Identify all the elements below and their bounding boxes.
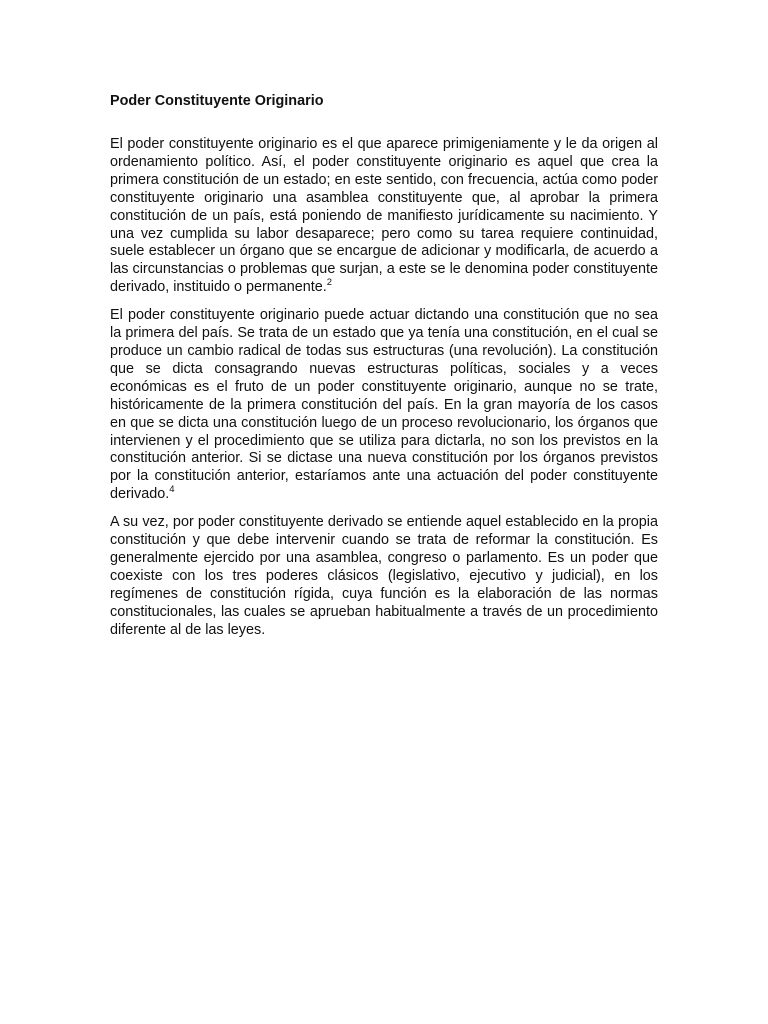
paragraph-2-text: El poder constituyente originario puede actuar dictando una constitución que no sea la primera del país. Se trata de un estado que ya tenía una constitución, en el cual se produce un cambio radical de todas sus estructuras (una revolución). La constitución que se dicta consagrando nuevas estructuras políticas, sociales y a veces económicas es el fruto de un poder constituyente originario, aunque no se trate, históricamente de la primera constitución del país. En la gran mayoría de los casos en que se dicta una constitución luego de un proceso revolucionario, los órganos que intervienen y el procedimiento que se utiliza para dictarla, no son los previstos en la constitución anterior. Si se dictase una nueva constitución por los órganos previstos por la constitución anterior, estaríamos ante una actuación del poder constituyente derivado. — [110, 307, 658, 503]
footnote-marker-2: 2 — [326, 277, 333, 289]
paragraph-1 — [110, 136, 658, 297]
document-title: Poder Constituyente Originario — [110, 93, 324, 109]
paragraph-3 — [110, 514, 658, 639]
footnote-marker-4: 4 — [169, 484, 175, 496]
paragraph-3-text: A su vez, por poder constituyente derivado se entiende aquel establecido en la propia constitución y que debe intervenir cuando se trata de reformar la constitución. Es generalmente ejercido por una asamblea, congreso o parlamento. Es un poder que coexiste con los tres poderes clásicos (legislativo, ejecutivo y judicial), en los regímenes de constitución rígida, cuya función es la elaboración de las normas constitucionales, las cuales se aprueban habitualmente a través de un procedimiento diferente al de las leyes. — [110, 514, 658, 638]
document-page — [110, 92, 658, 649]
paragraph-2 — [110, 307, 658, 504]
paragraph-1-text: El poder constituyente originario es el que aparece primigeniamente y le da origen al ordenamiento político. Así, el poder constituyente originario es aquel que crea la primera constitución de un estado; en este sentido, con frecuencia, actúa como poder constituyente originario una asamblea constituyente que, al aprobar la primera constitución de un país, está poniendo de manifiesto jurídicamente su nacimiento. Y una vez cumplida su labor desaparece; pero como su tarea requiere continuidad, suele establecer un órgano que se encargue de adicionar y modificarla, de acuerdo a las circunstancias o problemas que surjan, a este se le denomina poder constituyente derivado, instituido o permanente. — [110, 136, 658, 296]
